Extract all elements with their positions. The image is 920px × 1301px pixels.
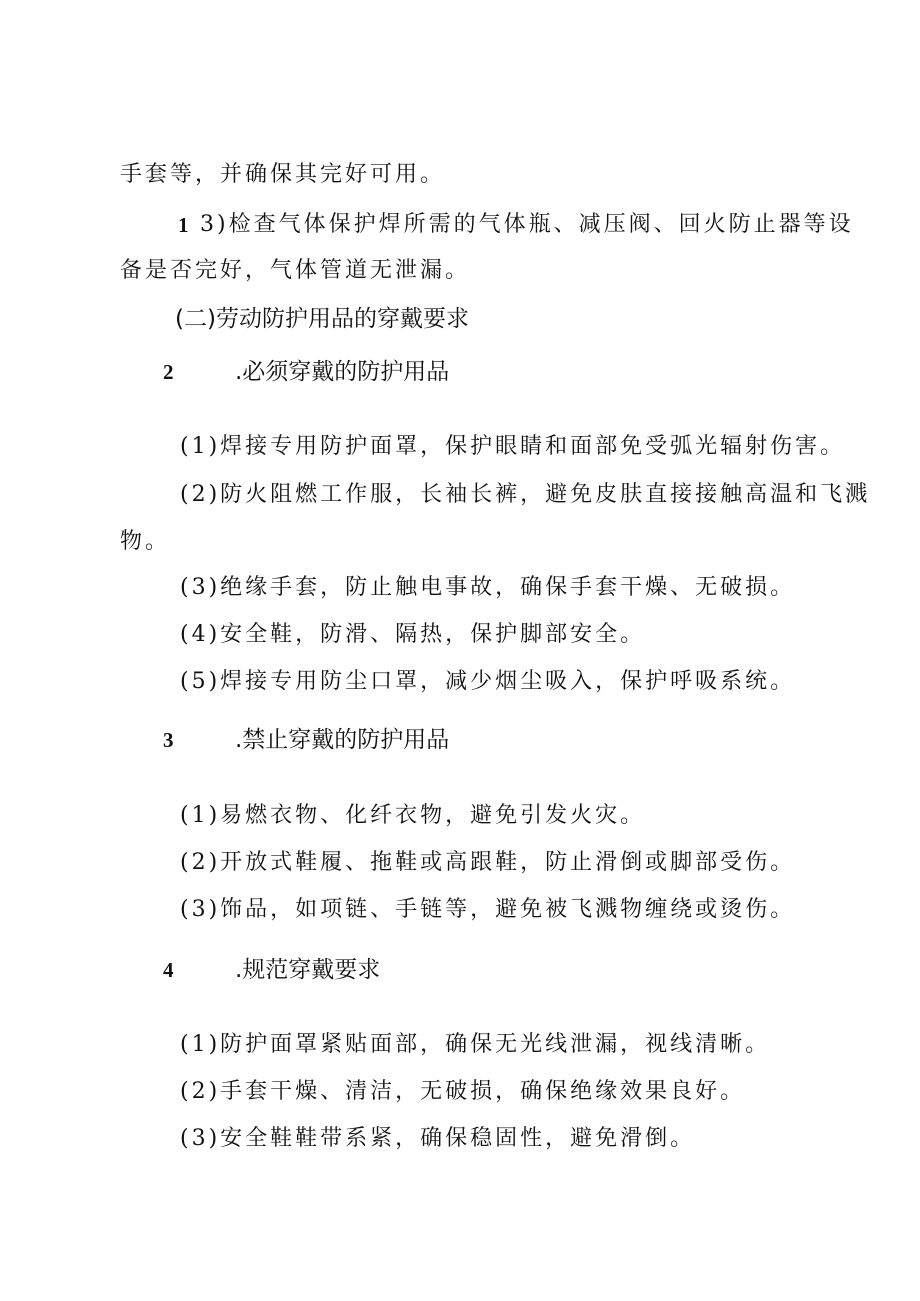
list-item: (1)防护面罩紧贴面部，确保无光线泄漏，视线清晰。 — [180, 1032, 771, 1057]
list-item: (1)焊接专用防护面罩，保护眼睛和面部免受弧光辐射伤害。 — [180, 434, 846, 459]
list-item-continuation: 物。 — [120, 529, 171, 554]
list-item: (2)开放式鞋履、拖鞋或高跟鞋，防止滑倒或脚部受伤。 — [180, 850, 796, 875]
list-item: (3)安全鞋鞋带系紧，确保稳固性，避免滑倒。 — [180, 1126, 696, 1151]
subsection-number: 4 — [163, 958, 174, 982]
list-item: (4)安全鞋，防滑、隔热，保护脚部安全。 — [180, 622, 646, 647]
list-item: (1)易燃衣物、化纤衣物，避免引发火灾。 — [180, 803, 646, 828]
list-item: (2)防火阻燃工作服，长袖长裤，避免皮肤直接接触高温和飞溅 — [180, 482, 871, 507]
subsection-heading: .禁止穿戴的防护用品 — [235, 727, 450, 753]
list-item: (2)手套干燥、清洁，无破损，确保绝缘效果良好。 — [180, 1079, 746, 1104]
list-item: (5)焊接专用防尘口罩，减少烟尘吸入，保护呼吸系统。 — [180, 669, 796, 694]
subsection-heading: .规范穿戴要求 — [235, 957, 381, 983]
check-item-line-2: 备是否完好，气体管道无泄漏。 — [120, 258, 471, 283]
list-item: (3)饰品，如项链、手链等，避免被飞溅物缠绕或烫伤。 — [180, 897, 796, 922]
check-item-line-1: 3)检查气体保护焊所需的气体瓶、减压阀、回火防止器等设 — [200, 212, 854, 237]
list-item: (3)绝缘手套，防止触电事故，确保手套干燥、无破损。 — [180, 575, 796, 600]
item-number: 1 — [178, 213, 189, 237]
subsection-number: 3 — [163, 728, 174, 752]
paragraph-continuation: 手套等，并确保其完好可用。 — [120, 162, 446, 187]
section-heading: (二)劳动防护用品的穿戴要求 — [175, 306, 469, 332]
subsection-heading: .必须穿戴的防护用品 — [235, 359, 450, 385]
subsection-number: 2 — [163, 360, 174, 384]
